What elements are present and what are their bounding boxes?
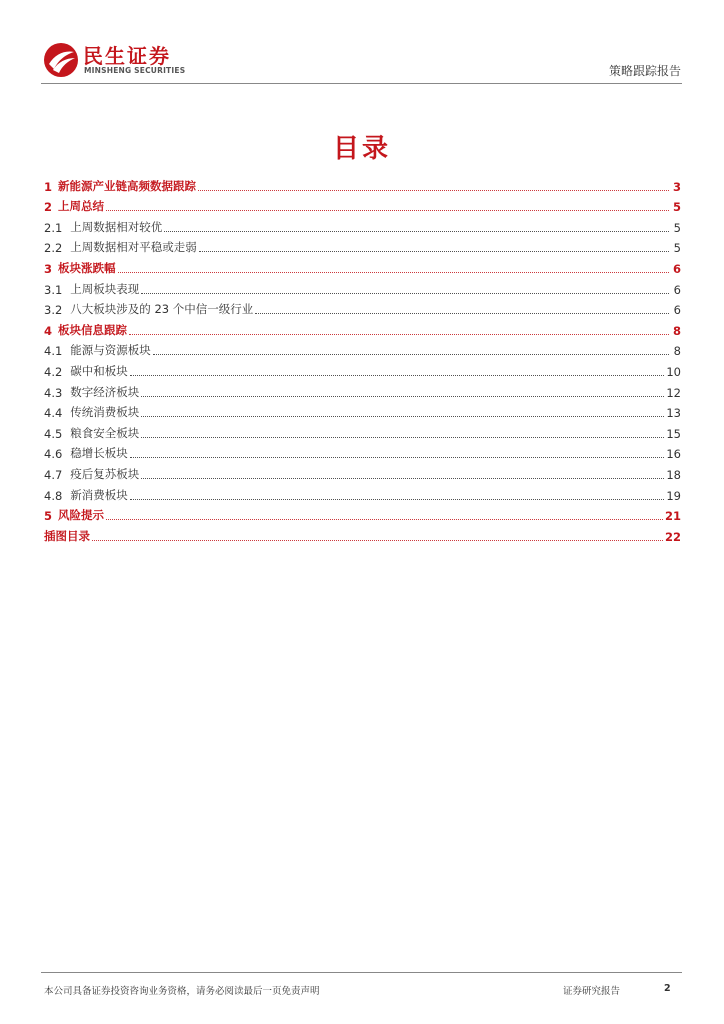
- minsheng-logo: [41, 40, 261, 80]
- toc-entry-number: 4.3: [44, 385, 63, 400]
- toc-dot-leader: [255, 313, 669, 314]
- footer-page-number: 2: [664, 983, 671, 994]
- toc-entry-page: 16: [666, 447, 681, 462]
- toc-entry[interactable]: [44, 235, 681, 256]
- toc-dot-leader: [92, 540, 663, 541]
- toc-entry[interactable]: [44, 461, 681, 482]
- footer-report-class: 证券研究报告: [563, 986, 621, 997]
- toc-entry[interactable]: [44, 523, 681, 544]
- toc-entry-label: 插图目录: [44, 528, 90, 543]
- report-type-label: 策略跟踪报告: [608, 64, 681, 78]
- toc-entry[interactable]: [44, 173, 681, 194]
- toc-dot-leader: [106, 210, 669, 211]
- toc-entry-number: 4.8: [44, 488, 63, 503]
- toc-entry-number: 4.5: [44, 426, 63, 441]
- toc-entry-page: 8: [672, 323, 681, 338]
- table-of-contents: [44, 173, 681, 544]
- toc-entry-number: 2: [44, 200, 53, 215]
- toc-entry-number: 3.1: [44, 282, 63, 297]
- toc-entry[interactable]: [44, 482, 681, 503]
- toc-entry-number: 4.1: [44, 344, 63, 359]
- toc-entry[interactable]: [44, 420, 681, 441]
- toc-dot-leader: [141, 478, 664, 479]
- toc-entry-label: 八大板块涉及的 23 个中信一级行业: [70, 302, 254, 317]
- toc-dot-leader: [199, 251, 669, 252]
- toc-entry-page: 3: [672, 179, 681, 194]
- toc-dot-leader: [141, 293, 669, 294]
- toc-entry-page: 6: [673, 303, 681, 318]
- minsheng-logo-icon: [43, 42, 79, 78]
- toc-entry-page: 19: [666, 488, 681, 503]
- toc-entry-label: 上周数据相对较优: [70, 219, 163, 234]
- toc-entry-label: 上周数据相对平稳或走弱: [70, 240, 197, 255]
- toc-entry[interactable]: [44, 379, 681, 400]
- toc-entry-page: 6: [673, 282, 681, 297]
- toc-dot-leader: [141, 396, 664, 397]
- toc-entry-number: 4.6: [44, 447, 63, 462]
- toc-entry[interactable]: [44, 503, 681, 524]
- logo-chinese-name: 民生证券: [83, 44, 171, 68]
- toc-entry-page: 13: [666, 406, 681, 421]
- toc-entry-label: 传统消费板块: [70, 405, 140, 420]
- toc-entry-page: 15: [666, 426, 681, 441]
- toc-entry-label: 疫后复苏板块: [70, 466, 140, 481]
- toc-entry-label: 板块信息跟踪: [58, 322, 128, 337]
- toc-entry-number: 1: [44, 179, 53, 194]
- toc-entry-number: 2.2: [44, 241, 63, 256]
- toc-dot-leader: [129, 334, 669, 335]
- toc-dot-leader: [164, 231, 669, 232]
- header-divider: [41, 83, 682, 84]
- toc-entry-number: 4: [44, 323, 53, 338]
- toc-entry-label: 稳增长板块: [70, 446, 128, 461]
- toc-entry-label: 新消费板块: [70, 487, 128, 502]
- toc-entry-label: 粮食安全板块: [70, 425, 140, 440]
- toc-entry[interactable]: [44, 338, 681, 359]
- toc-entry[interactable]: [44, 214, 681, 235]
- toc-entry-label: 数字经济板块: [70, 384, 140, 399]
- toc-entry-page: 5: [672, 200, 681, 215]
- footer-disclaimer: 本公司具备证券投资咨询业务资格，请务必阅读最后一页免责声明: [44, 986, 320, 997]
- toc-dot-leader: [118, 272, 669, 273]
- footer-divider: [41, 972, 682, 973]
- toc-entry[interactable]: [44, 358, 681, 379]
- toc-dot-leader: [141, 416, 664, 417]
- toc-dot-leader: [141, 437, 664, 438]
- toc-entry-label: 碳中和板块: [70, 363, 128, 378]
- toc-entry-number: 5: [44, 509, 53, 524]
- toc-entry[interactable]: [44, 255, 681, 276]
- toc-entry-number: 4.4: [44, 406, 63, 421]
- toc-entry[interactable]: [44, 400, 681, 421]
- toc-entry-page: 12: [666, 385, 681, 400]
- toc-dot-leader: [106, 519, 663, 520]
- toc-entry-number: 4.2: [44, 364, 63, 379]
- toc-dot-leader: [198, 190, 669, 191]
- toc-entry-page: 10: [666, 364, 681, 379]
- toc-entry-label: 新能源产业链高频数据跟踪: [58, 178, 197, 193]
- toc-entry-label: 上周总结: [58, 199, 105, 214]
- toc-entry-page: 6: [672, 261, 681, 276]
- toc-entry-page: 5: [673, 220, 681, 235]
- logo-english-name: MINSHENG SECURITIES: [84, 66, 186, 75]
- toc-entry[interactable]: [44, 194, 681, 215]
- page-header: [41, 40, 683, 84]
- toc-entry[interactable]: [44, 276, 681, 297]
- toc-entry-page: 5: [673, 241, 681, 256]
- toc-entry-page: 8: [673, 344, 681, 359]
- page-title: 目录: [332, 134, 391, 164]
- toc-entry-label: 板块涨跌幅: [58, 260, 116, 275]
- toc-entry[interactable]: [44, 441, 681, 462]
- toc-entry-label: 上周板块表现: [70, 281, 140, 296]
- toc-entry-number: 4.7: [44, 467, 63, 482]
- toc-dot-leader: [130, 457, 665, 458]
- toc-entry[interactable]: [44, 317, 681, 338]
- toc-entry-label: 风险提示: [58, 508, 105, 523]
- toc-entry[interactable]: [44, 297, 681, 318]
- toc-entry-number: 3: [44, 261, 53, 276]
- toc-entry-number: 2.1: [44, 220, 63, 235]
- toc-entry-page: 18: [666, 467, 681, 482]
- toc-entry-page: 21: [664, 509, 681, 524]
- toc-entry-number: 3.2: [44, 303, 63, 318]
- toc-entry-page: 22: [664, 529, 681, 544]
- toc-dot-leader: [130, 375, 665, 376]
- toc-entry-label: 能源与资源板块: [70, 343, 151, 358]
- toc-dot-leader: [153, 354, 669, 355]
- toc-dot-leader: [130, 499, 665, 500]
